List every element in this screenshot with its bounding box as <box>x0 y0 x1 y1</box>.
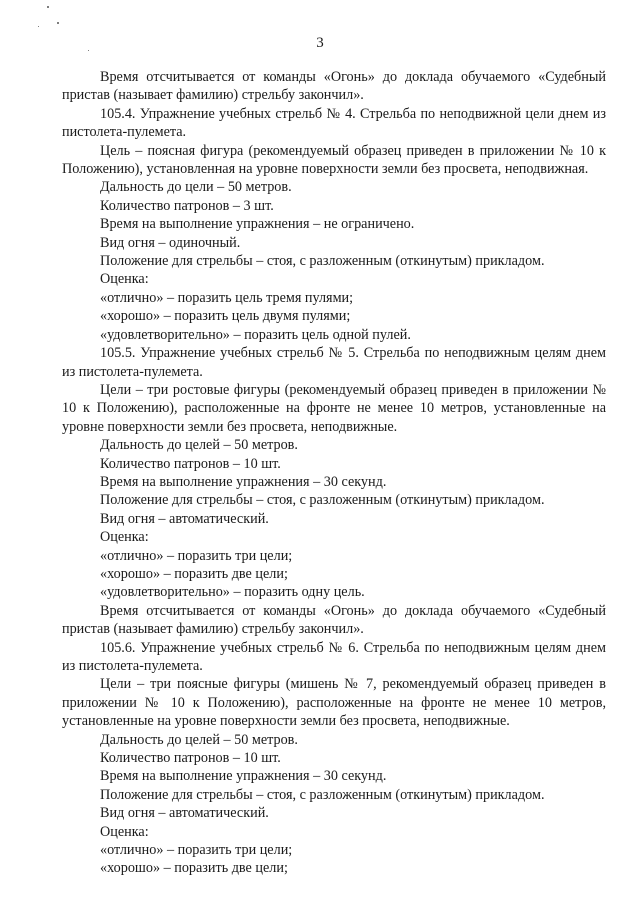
paragraph: Дальность до цели – 50 метров. <box>100 179 292 196</box>
list-item: «отлично» – поразить три цели; <box>100 547 293 564</box>
paragraph: Положение для стрельбы – стоя, с разложенным (откинутым) прикладом. <box>100 492 545 509</box>
paragraph: Время на выполнение упражнения – 30 секунд. <box>100 473 387 490</box>
paragraph: Положение для стрельбы – стоя, с разложенным (откинутым) прикладом. <box>100 786 545 803</box>
paragraph: Количество патронов – 10 шт. <box>100 750 281 767</box>
paragraph: Вид огня – автоматический. <box>100 805 269 822</box>
list-item: «хорошо» – поразить две цели; <box>100 860 288 877</box>
paragraph: Вид огня – автоматический. <box>100 510 269 527</box>
scan-speck <box>38 26 39 27</box>
paragraph: Количество патронов – 3 шт. <box>100 197 274 214</box>
section-heading: 105.5. Упражнение учебных стрельб № 5. Стрельба по неподвижным целям днем из пистолета-пулемета. <box>62 345 606 380</box>
list-item: «удовлетворительно» – поразить цель одной пулей. <box>100 326 411 343</box>
section-heading: 105.6. Упражнение учебных стрельб № 6. Стрельба по неподвижным целям днем из пистолета-пулемета. <box>62 639 606 674</box>
paragraph: Оценка: <box>100 271 149 288</box>
list-item: «хорошо» – поразить цель двумя пулями; <box>100 308 351 325</box>
paragraph: Время отсчитывается от команды «Огонь» до доклада обучаемого «Судебный пристав (называет фамилию) стрельбу закончил». <box>62 69 606 104</box>
paragraph: Цель – поясная фигура (рекомендуемый образец приведен в приложении № 10 к Положению), установленная на уровне поверхности земли без просвета, неподвижная. <box>62 142 606 178</box>
paragraph: Положение для стрельбы – стоя, с разложенным (откинутым) прикладом. <box>100 253 545 270</box>
paragraph: Время отсчитывается от команды «Огонь» до доклада обучаемого «Судебный пристав (называет фамилию) стрельбу закончил». <box>62 602 606 638</box>
paragraph: Время на выполнение упражнения – 30 секунд. <box>100 768 387 785</box>
paragraph: Дальность до целей – 50 метров. <box>100 437 298 454</box>
paragraph: Время на выполнение упражнения – не ограничено. <box>100 216 415 233</box>
page-number: 3 <box>316 35 324 51</box>
paragraph: Цели – три поясные фигуры (мишень № 7, рекомендуемый образец приведен в приложении № 10 к Положению), расположенные на фронте не менее 10 метров, установленные на уровне поверхности земли без просвета, неподвижные. <box>62 676 606 730</box>
paragraph: Вид огня – одиночный. <box>100 234 241 251</box>
scan-speck <box>57 22 59 24</box>
paragraph: Оценка: <box>100 823 149 840</box>
list-item: «отлично» – поразить цель тремя пулями; <box>100 289 354 306</box>
section-heading: 105.4. Упражнение учебных стрельб № 4. Стрельба по неподвижной цели днем из пистолета-пулемета. <box>62 105 606 141</box>
list-item: «отлично» – поразить три цели; <box>100 842 293 859</box>
list-item: «удовлетворительно» – поразить одну цель. <box>100 584 365 601</box>
paragraph: Оценка: <box>100 529 149 546</box>
list-item: «хорошо» – поразить две цели; <box>100 565 288 582</box>
paragraph: Количество патронов – 10 шт. <box>100 455 281 472</box>
scan-speck <box>47 6 49 8</box>
document-body <box>62 68 606 878</box>
paragraph: Дальность до целей – 50 метров. <box>100 731 298 748</box>
paragraph: Цели – три ростовые фигуры (рекомендуемый образец приведен в приложении № 10 к Положению), расположенные на фронте не менее 10 метров, установленные на уровне поверхности земли без просвета, неподвижные. <box>62 381 606 435</box>
